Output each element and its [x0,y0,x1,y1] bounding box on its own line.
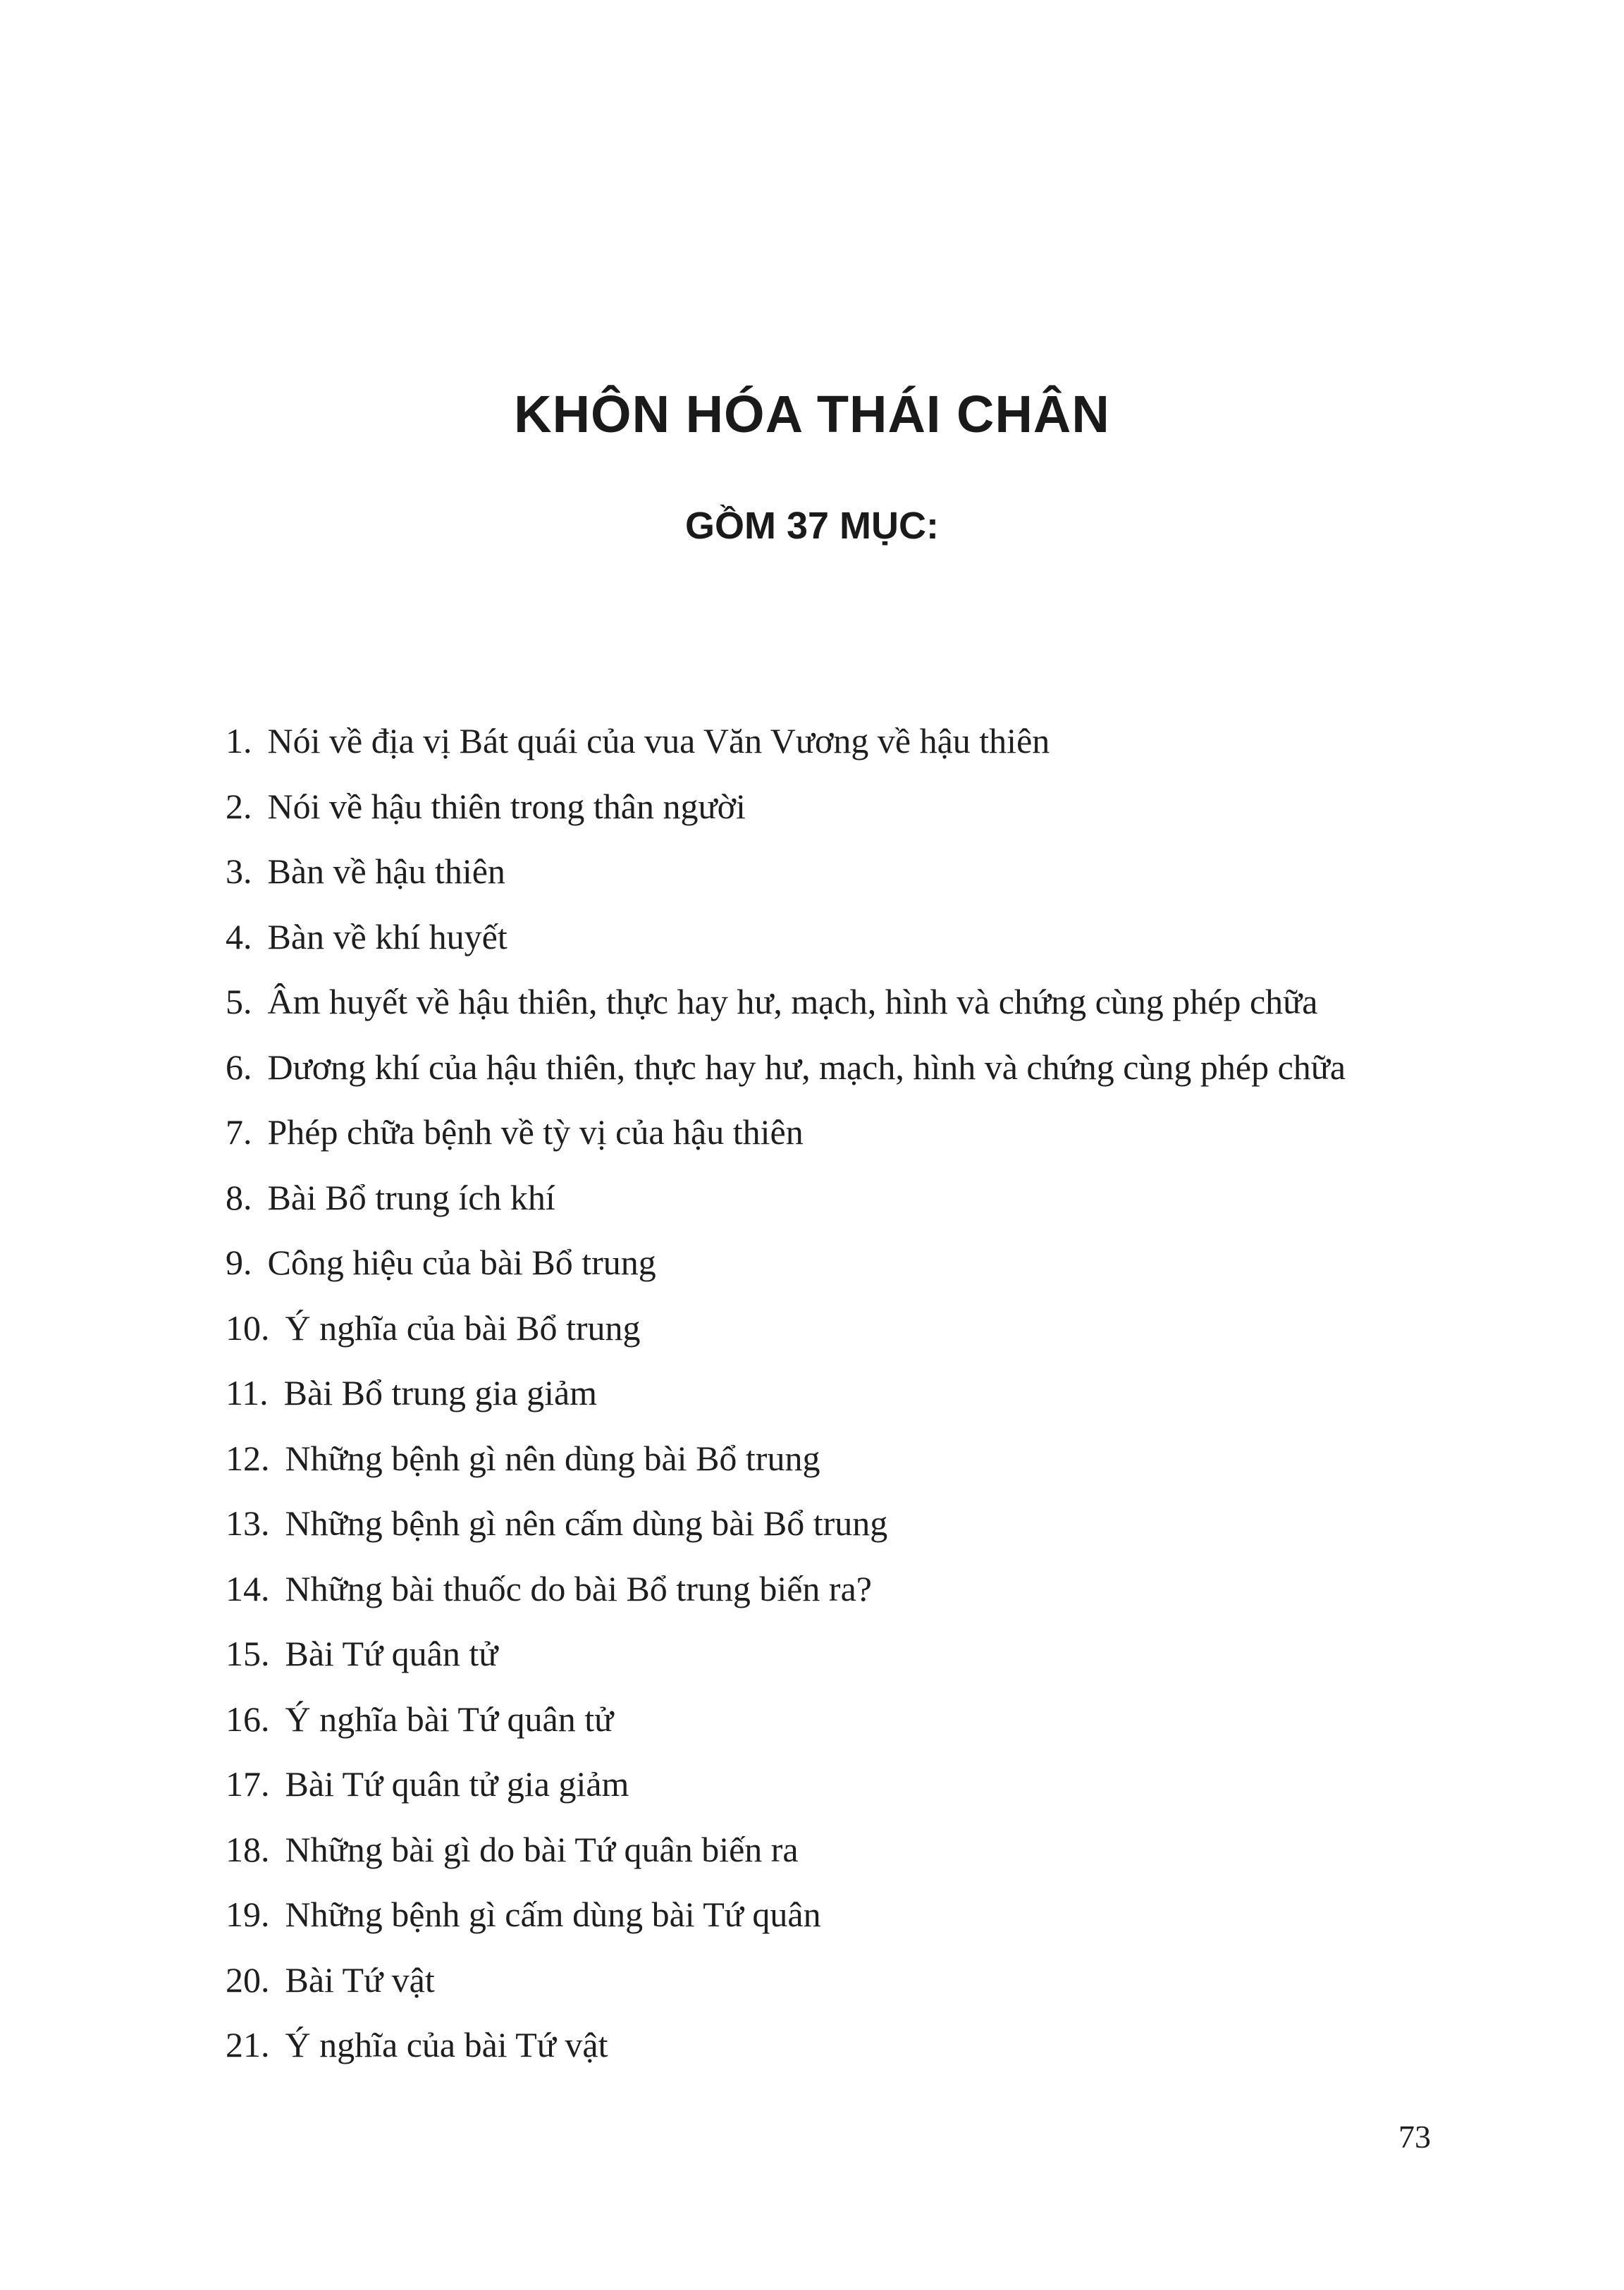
chapter-subtitle: GỒM 37 MỤC: [684,505,940,547]
chapter-title: KHÔN HÓA THÁI CHÂN [514,385,1110,443]
item-text: Bài Tứ quân tử [285,1634,498,1673]
item-text: Bàn về khí huyết [267,916,508,956]
item-number: 3. [226,851,252,891]
list-item [226,1954,1466,2020]
item-number: 17. [226,1764,270,1804]
list-item [226,1367,1466,1433]
item-number: 18. [226,1829,270,1869]
section-list [226,715,1466,2085]
list-item [226,1759,1466,1824]
list-item [226,846,1466,911]
item-number: 13. [226,1503,270,1543]
list-item [226,1628,1466,1694]
item-text: Những bệnh gì cấm dùng bài Tứ quân [285,1895,821,1934]
item-text: Ý nghĩa bài Tứ quân tử [285,1699,614,1739]
item-text: Bài Bổ trung gia giảm [283,1373,598,1412]
list-item [226,1563,1466,1629]
item-text: Phép chữa bệnh về tỳ vị của hậu thiên [267,1112,804,1152]
list-item [226,1237,1466,1303]
list-item [226,911,1466,977]
item-text: Bài Tứ quân tử gia giảm [285,1764,629,1804]
item-text: Nói về hậu thiên trong thân người [267,786,746,826]
item-number: 20. [226,1959,270,2000]
list-item [226,976,1466,1042]
item-number: 11. [226,1373,269,1412]
item-text: Công hiệu của bài Bổ trung [267,1243,656,1282]
item-number: 10. [226,1307,270,1348]
item-number: 14. [226,1568,270,1608]
item-text: Bài Bổ trung ích khí [267,1177,555,1217]
item-text: Nói về địa vị Bát quái của vua Văn Vương về hậu thiên [267,721,1050,761]
list-item [226,1172,1466,1238]
item-text: Âm huyết về hậu thiên, thực hay hư, mạch, hình và chứng cùng phép chữa [267,982,1318,1021]
item-text: Bài Tứ vật [285,1959,435,2000]
item-number: 8. [226,1177,252,1217]
list-item [226,1824,1466,1890]
item-number: 6. [226,1047,252,1087]
item-text: Những bệnh gì nên cấm dùng bài Bổ trung [285,1503,888,1543]
item-number: 19. [226,1895,270,1934]
list-item [226,1303,1466,1368]
item-text: Dương khí của hậu thiên, thực hay hư, mạch, hình và chứng cùng phép chữa [267,1047,1346,1087]
item-number: 2. [226,786,252,826]
list-item [226,1498,1466,1563]
item-number: 21. [226,2025,270,2064]
item-text: Ý nghĩa của bài Tứ vật [285,2025,608,2064]
item-number: 1. [226,721,252,761]
item-text: Bàn về hậu thiên [267,851,505,891]
list-item [226,1694,1466,1759]
item-text: Những bài thuốc do bài Bổ trung biến ra? [285,1568,872,1608]
item-number: 5. [226,982,252,1021]
list-item [226,781,1466,847]
page-number: 73 [1398,2119,1431,2155]
item-number: 7. [226,1112,252,1152]
list-item [226,1433,1466,1498]
list-item [226,1889,1466,1954]
list-item [226,715,1466,781]
item-number: 16. [226,1699,270,1739]
item-text: Những bài gì do bài Tứ quân biến ra [285,1829,799,1869]
item-number: 15. [226,1634,270,1673]
list-item [226,2019,1466,2085]
item-text: Ý nghĩa của bài Bổ trung [285,1307,641,1348]
item-number: 4. [226,916,252,956]
list-item [226,1107,1466,1172]
item-number: 12. [226,1438,270,1478]
item-text: Những bệnh gì nên dùng bài Bổ trung [285,1438,820,1478]
item-number: 9. [226,1243,252,1282]
list-item [226,1042,1466,1107]
